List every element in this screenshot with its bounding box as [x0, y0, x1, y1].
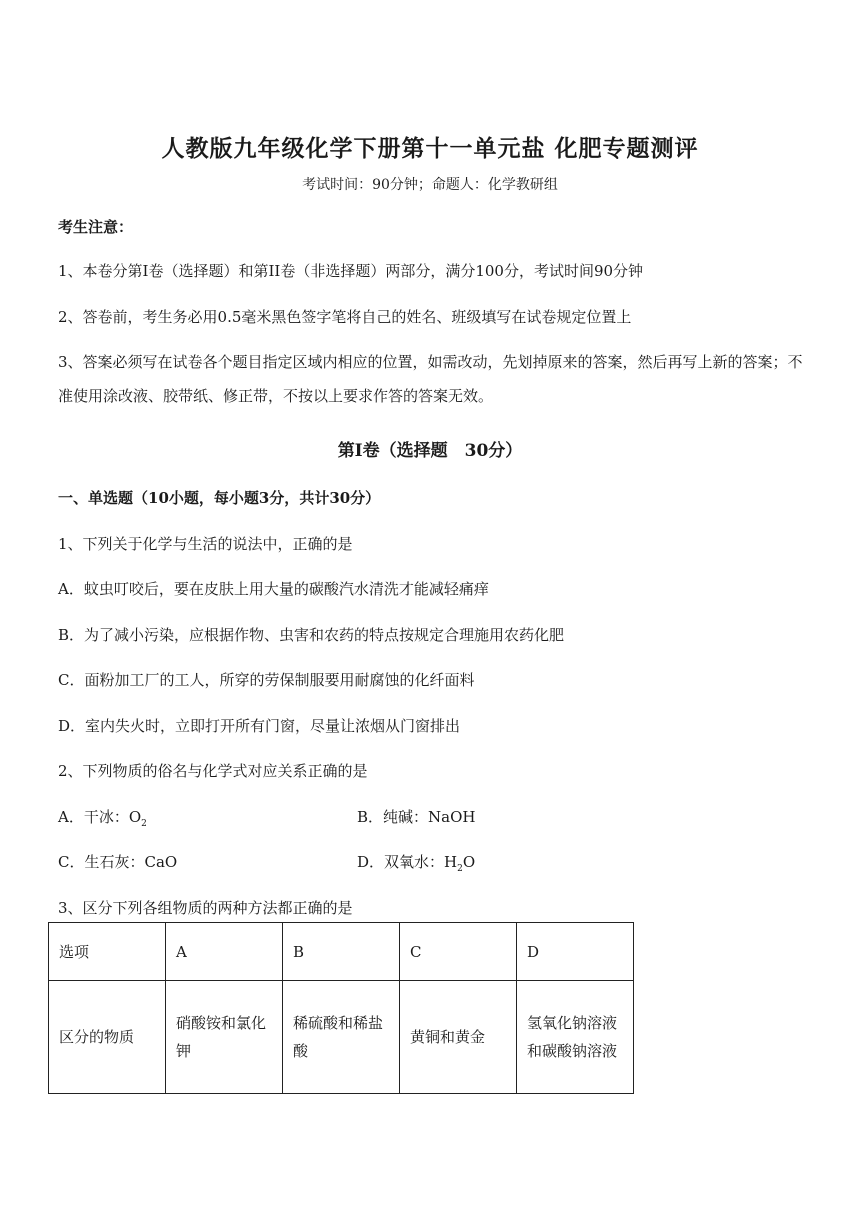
notice-item: 2、答卷前，考生务必用0.5毫米黑色签字笔将自己的姓名、班级填写在试卷规定位置上	[58, 308, 632, 326]
notice-item: 1、本卷分第I卷（选择题）和第II卷（非选择题）两部分，满分100分，考试时间90分钟	[58, 262, 644, 280]
question-stem: 3、区分下列各组物质的两种方法都正确的是	[58, 899, 353, 917]
table-cell: 黄铜和黄金	[400, 981, 517, 1094]
table-row	[49, 981, 634, 1094]
option-a: A．蚊虫叮咬后，要在皮肤上用大量的碳酸汽水清洗才能减轻痛痒	[58, 580, 489, 598]
option-c: C．生石灰：CaO	[58, 853, 178, 871]
table-cell: D	[517, 923, 634, 981]
table-cell: B	[283, 923, 400, 981]
option-d: D．室内失火时，立即打开所有门窗，尽量让浓烟从门窗排出	[58, 717, 461, 735]
part-heading: 一、单选题（10小题，每小题3分，共计30分）	[58, 489, 381, 507]
table-cell: 区分的物质	[49, 981, 166, 1094]
table-cell: 氢氧化钠溶液和碳酸钠溶液	[517, 981, 634, 1094]
option-d	[357, 851, 475, 880]
question-stem: 2、下列物质的俗名与化学式对应关系正确的是	[58, 762, 368, 780]
table-row	[49, 923, 634, 981]
question-stem: 1、下列关于化学与生活的说法中，正确的是	[58, 535, 353, 553]
option-a	[58, 806, 147, 835]
table-cell: A	[166, 923, 283, 981]
table-cell: 硝酸铵和氯化钾	[166, 981, 283, 1094]
exam-info: 考试时间：90分钟；命题人：化学教研组	[302, 177, 558, 193]
page-title: 人教版九年级化学下册第十一单元盐 化肥专题测评	[161, 135, 699, 162]
table-cell: 稀硫酸和稀盐酸	[283, 981, 400, 1094]
subscript: 2	[141, 819, 147, 829]
subscript: 2	[457, 864, 463, 874]
option-c: C．面粉加工厂的工人，所穿的劳保制服要用耐腐蚀的化纤面料	[58, 671, 475, 689]
section-title: 第I卷（选择题 30分）	[337, 441, 523, 461]
question-table	[48, 922, 634, 1094]
table-cell: C	[400, 923, 517, 981]
notice-item: 3、答案必须写在试卷各个题目指定区域内相应的位置，如需改动，先划掉原来的答案，然后再写上新的答案；不准使用涂改液、胶带纸、修正带，不按以上要求作答的答案无效。	[58, 353, 803, 405]
option-b: B．为了减小污染，应根据作物、虫害和农药的特点按规定合理施用农药化肥	[58, 626, 565, 644]
table-cell: 选项	[49, 923, 166, 981]
option-d-suffix: O	[462, 853, 476, 871]
option-d-text: D．双氧水：H	[357, 853, 458, 871]
option-a-text: A．干冰：O	[58, 808, 142, 826]
option-b: B．纯碱：NaOH	[357, 808, 476, 826]
notice-heading: 考生注意：	[58, 218, 134, 236]
